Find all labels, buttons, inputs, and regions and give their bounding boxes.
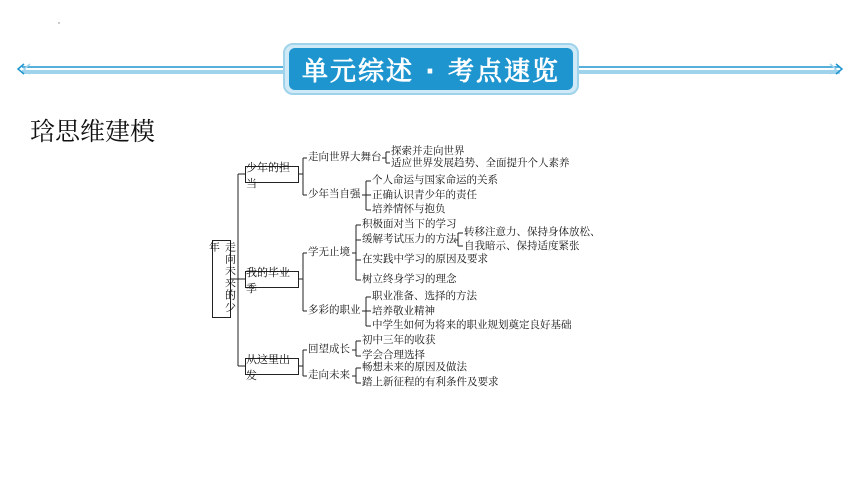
item-3-2-1: 畅想未来的原因及做法 — [362, 361, 467, 373]
item-3-1-2: 学会合理选择 — [362, 349, 425, 361]
node-2-2: 多彩的职业 — [308, 304, 361, 316]
branch-3-label: 从这里出发 — [245, 358, 299, 375]
item-1-1-1: 探索并走向世界 — [391, 145, 465, 157]
mindmap-root: 走向未来的少年 — [212, 240, 231, 318]
node-3-2: 走向未来 — [308, 369, 350, 381]
item-1-2-1: 个人命运与国家命运的关系 — [372, 174, 498, 186]
item-2-2-3: 中学生如何为将来的职业规划奠定良好基础 — [372, 319, 572, 331]
item-1-2-3: 培养情怀与抱负 — [372, 203, 446, 215]
section-title: 琀思维建模 — [30, 117, 156, 146]
item-2-1-2: 缓解考试压力的方法 — [362, 233, 457, 245]
item-2-1-4: 树立终身学习的理念 — [362, 273, 457, 285]
node-2-1: 学无止境 — [308, 246, 350, 258]
item-2-2-2: 培养敬业精神 — [372, 305, 435, 317]
node-1-2: 少年当自强 — [308, 188, 361, 200]
item-3-2-2: 踏上新征程的有利条件及要求 — [362, 376, 499, 388]
sub-item-2-1-1: 转移注意力、保持身体放松、 — [464, 226, 601, 238]
item-1-2-2: 正确认识青少年的责任 — [372, 189, 477, 201]
item-2-1-1: 积极面对当下的学习 — [362, 218, 457, 230]
item-2-1-3: 在实践中学习的原因及要求 — [362, 253, 488, 265]
branch-1-label: 少年的担当 — [245, 166, 299, 183]
node-3-1: 回望成长 — [308, 343, 350, 355]
item-1-1-2: 适应世界发展趋势、全面提升个人素养 — [391, 157, 570, 169]
sub-item-2-1-2: 自我暗示、保持适度紧张 — [464, 240, 580, 252]
banner-title: 单元综述 · 考点速览 — [302, 56, 560, 87]
item-2-2-1: 职业准备、选择的方法 — [372, 290, 477, 302]
branch-2-label: 我的毕业季 — [245, 271, 299, 288]
item-3-1-1: 初中三年的收获 — [362, 334, 436, 346]
node-1-1: 走向世界大舞台 — [308, 151, 382, 163]
